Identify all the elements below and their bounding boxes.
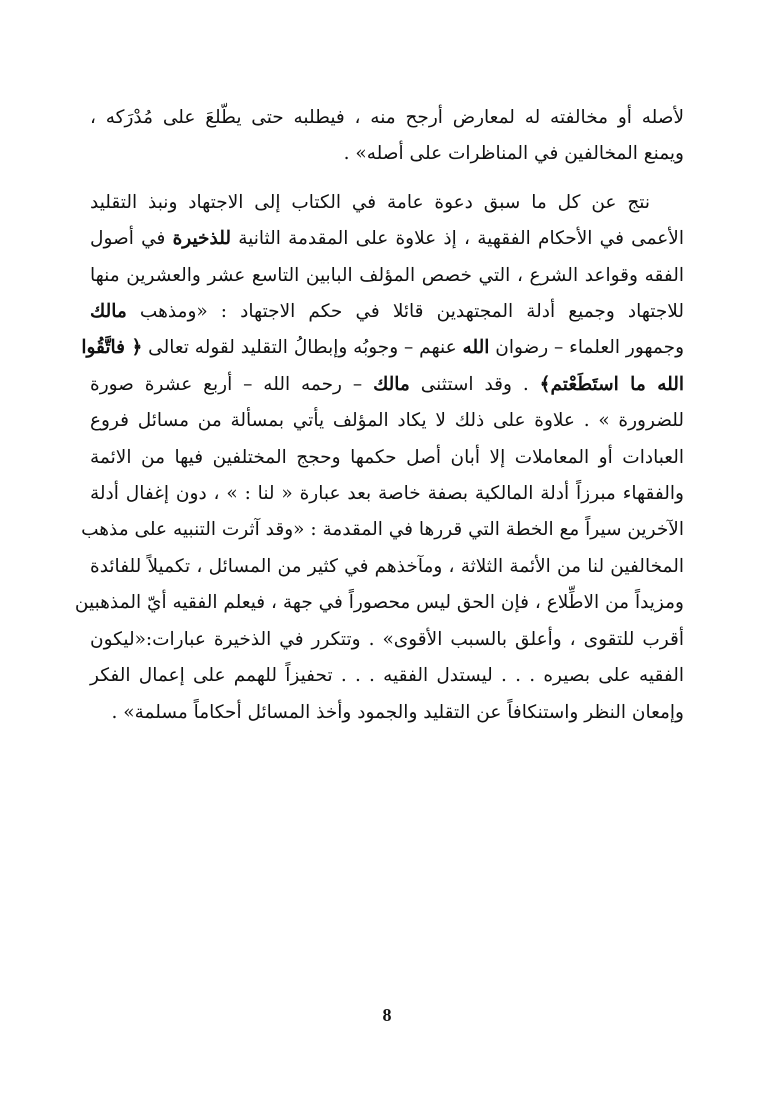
text-line: نتج عن كل ما سبق دعوة عامة في الكتاب إلى الاجتهاد ونبذ التقليد [90, 191, 650, 213]
text-run: للاجتهاد وجميع أدلة المجتهدين قائلا في حكم الاجتهاد : «ومذهب [126, 301, 684, 323]
text-line: وإمعان النظر واستنكافاً عن التقليد والجمود وأخذ المسائل أحكاماً مسلمة» . [111, 701, 684, 723]
text-run: وجمهور العلماء – رضوان [489, 337, 684, 359]
text-line: ومزيداً من الاطِّلاع ، فإن الحق ليس محصوراً في جهة ، فيعلم الفقيه أيّ المذهبين [74, 592, 684, 614]
text-line: الفقيه على بصيره . . . ليستدل الفقيه . . . تحفيزاً للهمم على إعمال الفكر [90, 665, 684, 687]
text-line: أقرب للتقوى ، وأعلق بالسبب الأقوى» . وتتكرر في الذخيرة عبارات:«ليكون [90, 628, 684, 650]
bold-term-malik: مالك [373, 373, 410, 395]
text-line [90, 294, 684, 330]
quran-verse-start: ﴿ فاتَّقُوا [81, 337, 143, 359]
text-line: الآخرين سيراً مع الخطة التي قررها في المقدمة : «وقد آثرت التنبيه على مذهب [81, 519, 684, 541]
text-run: – رحمه الله – أربع عشرة صورة [90, 373, 374, 395]
text-line: ويمنع المخالفين في المناظرات على أصله» . [343, 143, 684, 165]
text-line: العبادات أو المعاملات إلا أبان أصل حكمها وحجج المختلفين فيها من الائمة [90, 446, 684, 468]
text-run: في أصول [90, 228, 173, 250]
text-line: الفقه وقواعد الشرع ، التي خصص المؤلف البابين التاسع عشر والعشرين منها [90, 264, 684, 286]
bold-term-allah: الله [462, 337, 490, 359]
body-text [74, 100, 685, 731]
page-number: 8 [382, 1005, 392, 1025]
text-line [90, 221, 684, 257]
text-line [81, 330, 684, 366]
text-line: المخالفين لنا من الأئمة الثلاثة ، ومآخذهم في كثير من المسائل ، تكميلاً للفائدة [90, 555, 684, 577]
bold-term-dhakhira: للذخيرة [172, 228, 231, 250]
paragraph-gap [90, 173, 684, 185]
document-page [74, 100, 685, 1109]
text-run: عنهم – وجوبُه وإبطالُ التقليد لقوله تعالى [142, 337, 463, 359]
text-line: والفقهاء مبرزاً أدلة المالكية بصفة خاصة بعد عبارة « لنا : » ، دون إغفال أدلة [90, 483, 684, 505]
text-run: الأعمى في الأحكام الفقهية ، إذ علاوة على المقدمة الثانية [230, 228, 684, 250]
text-line: للضرورة » . علاوة على ذلك لا يكاد المؤلف يأتي بمسألة من مسائل فروع [90, 410, 684, 432]
bold-term-malik: مالك [90, 301, 127, 323]
paragraph-1 [90, 100, 684, 173]
text-line: لأصله أو مخالفته له لمعارض أرجح منه ، فيطلبه حتى يطّلعَ على مُدْرَكه ، [90, 107, 684, 128]
text-run: . وقد استثنى [409, 373, 540, 395]
quran-verse-end: الله ما استَطَعْتم﴾ [539, 373, 685, 395]
paragraph-2 [74, 185, 685, 731]
text-line [90, 367, 684, 403]
